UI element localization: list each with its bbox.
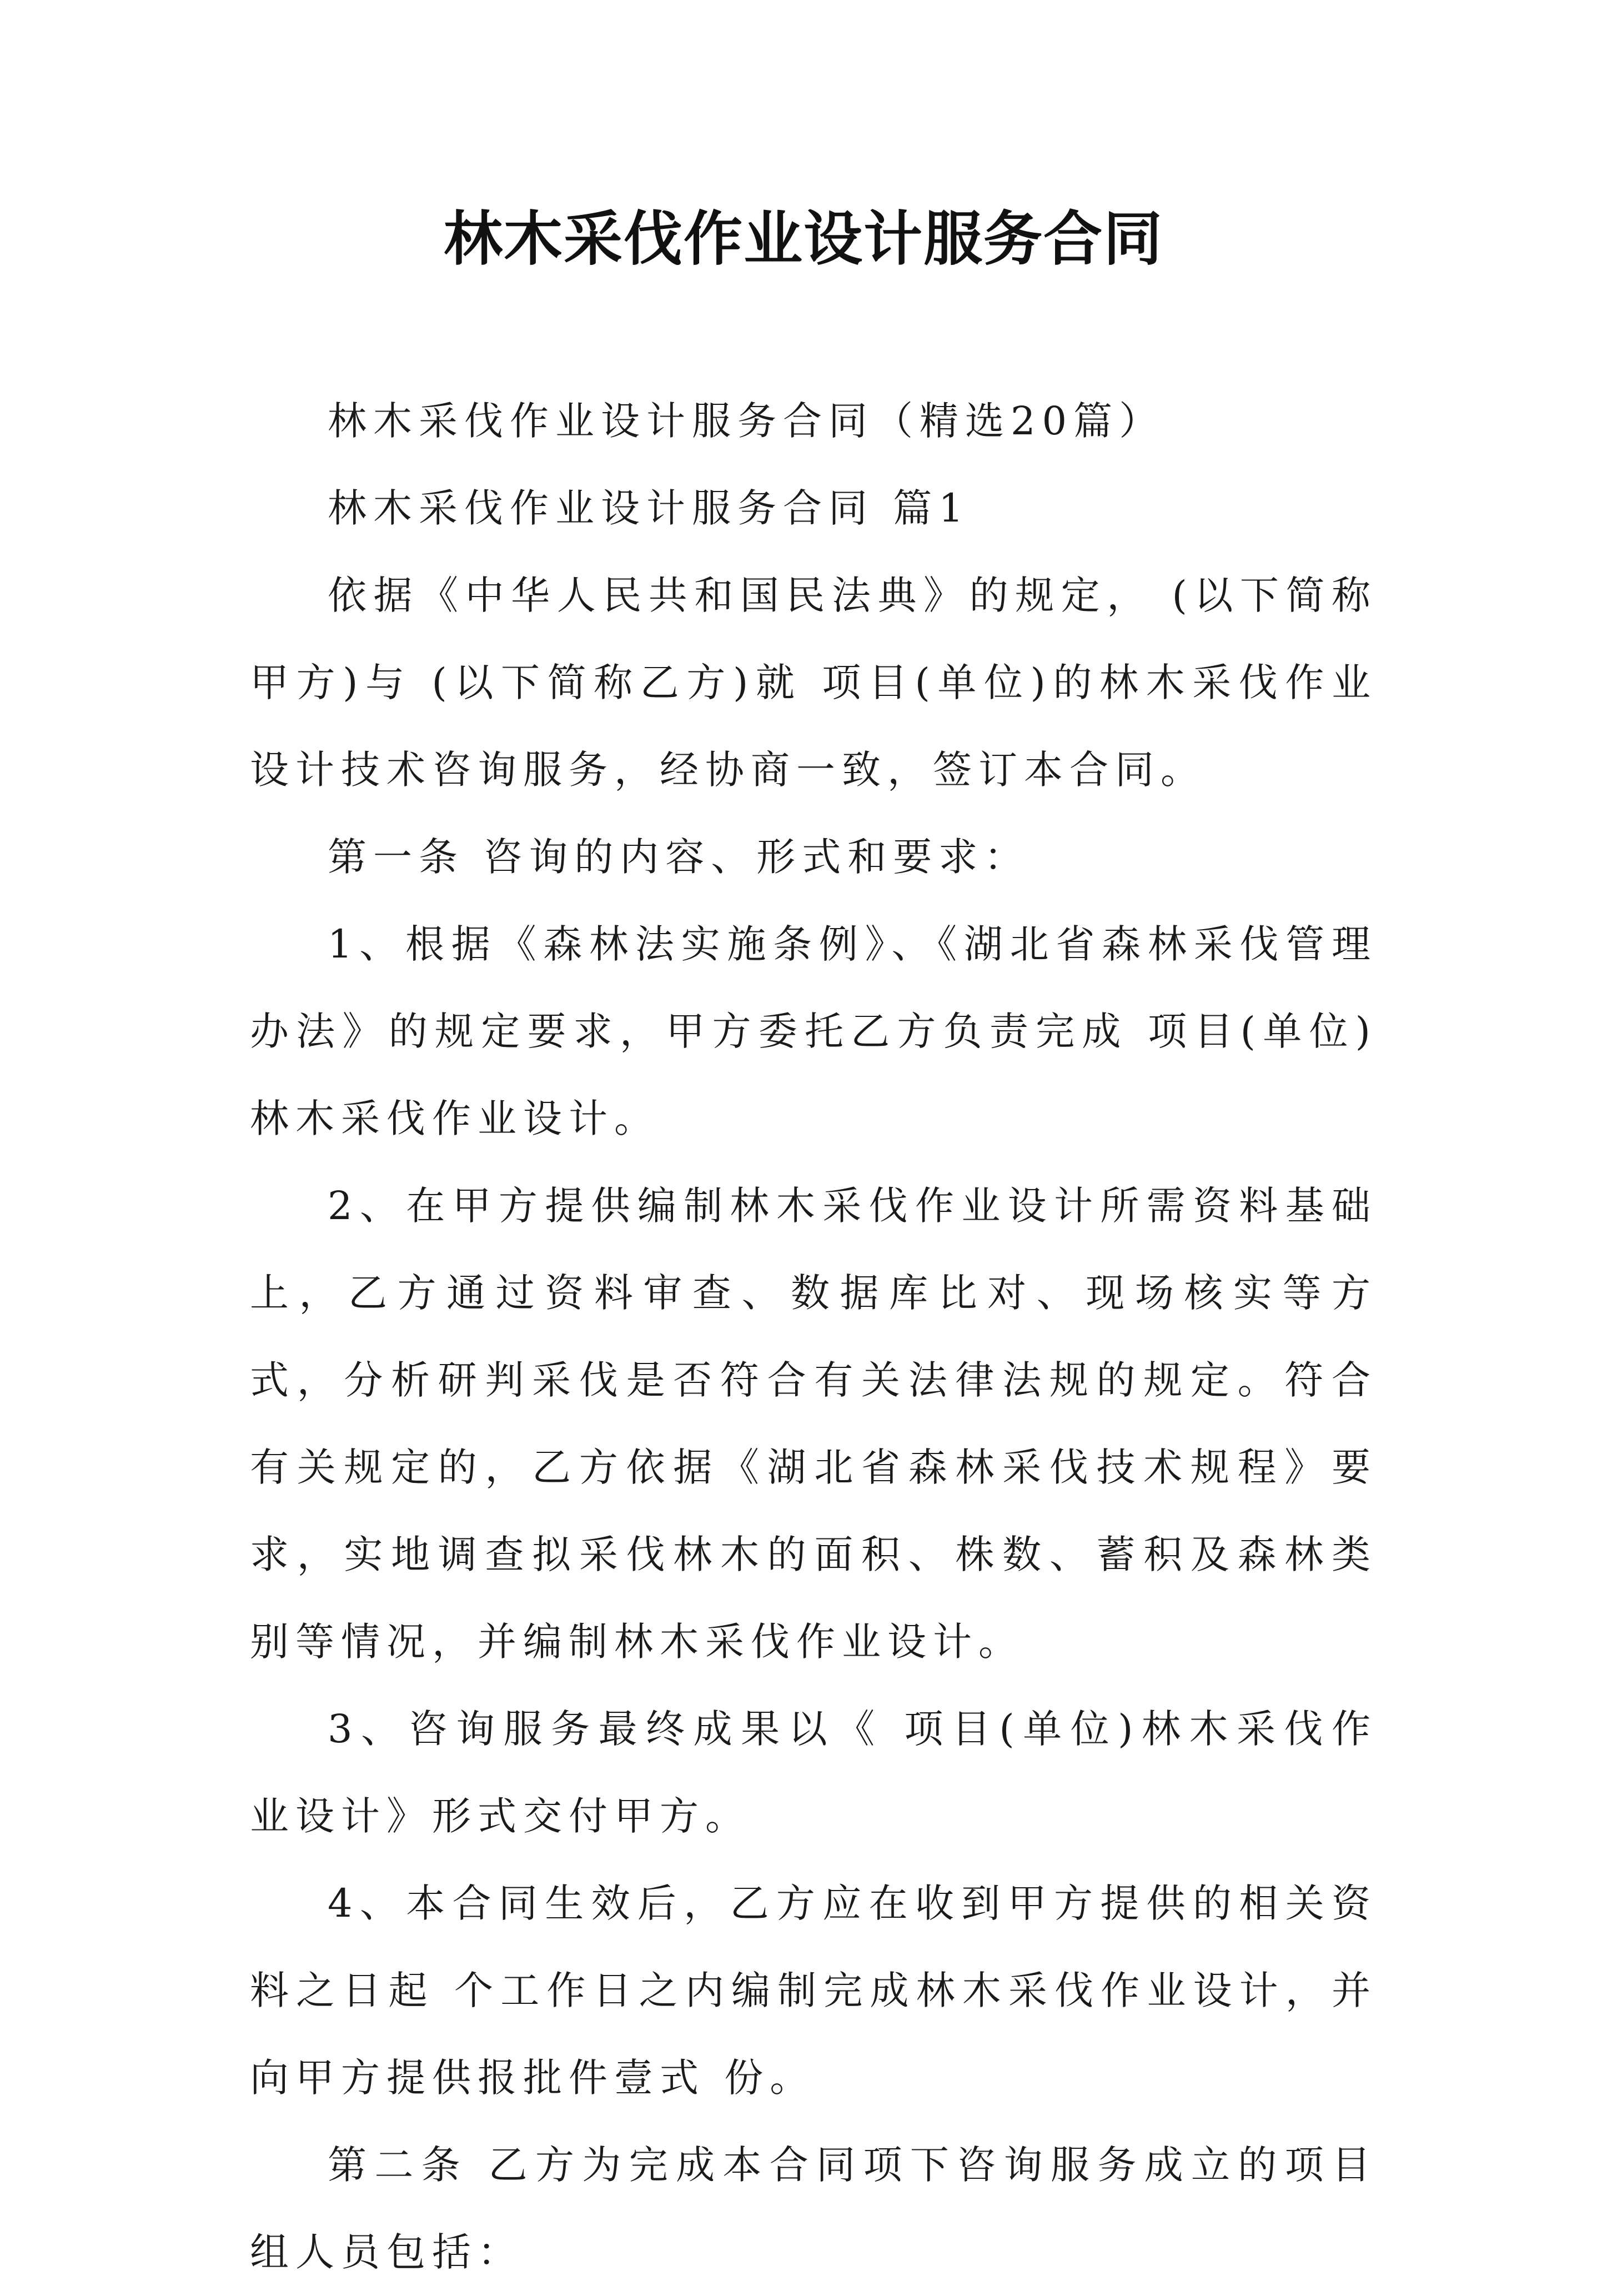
document-body: [250, 378, 1377, 2296]
paragraph-clause-2: 2、在甲方提供编制林木采伐作业设计所需资料基础上，乙方通过资料审查、数据库比对、现场核实等方式，分析研判采伐是否符合有关法律法规的规定。符合有关规定的，乙方依据《湖北省森林采伐技术规程》要求，实地调查拟采伐林木的面积、株数、蓄积及森林类别等情况，并编制林木采伐作业设计。: [250, 1183, 1377, 1665]
paragraph-article-1-heading: 第一条 咨询的内容、形式和要求：: [328, 834, 1030, 880]
paragraph-clause-3: 3、咨询服务最终成果以《 项目(单位)林木采伐作业设计》形式交付甲方。: [250, 1706, 1377, 1839]
paragraph-preamble: 依据《中华人民共和国民法典》的规定， (以下简称甲方)与 (以下简称乙方)就 项目(单位)的林木采伐作业设计技术咨询服务，经协商一致，签订本合同。: [250, 573, 1377, 793]
document-title: 林木采伐作业设计服务合同: [444, 204, 1163, 273]
paragraph-article-2-heading: 第二条 乙方为完成本合同项下咨询服务成立的项目组人员包括：: [250, 2142, 1377, 2275]
paragraph-clause-1: 1、根据《森林法实施条例》、《湖北省森林采伐管理办法》的规定要求，甲方委托乙方负责完成 项目(单位)林木采伐作业设计。: [250, 921, 1377, 1141]
paragraph-subtitle: 林木采伐作业设计服务合同（精选20篇）: [328, 398, 1165, 444]
paragraph-clause-4: 4、本合同生效后，乙方应在收到甲方提供的相关资料之日起 个工作日之内编制完成林木采伐作业设计，并向甲方提供报批件壹式 份。: [250, 1881, 1377, 2101]
paragraph-section-heading: 林木采伐作业设计服务合同 篇1: [328, 485, 970, 531]
